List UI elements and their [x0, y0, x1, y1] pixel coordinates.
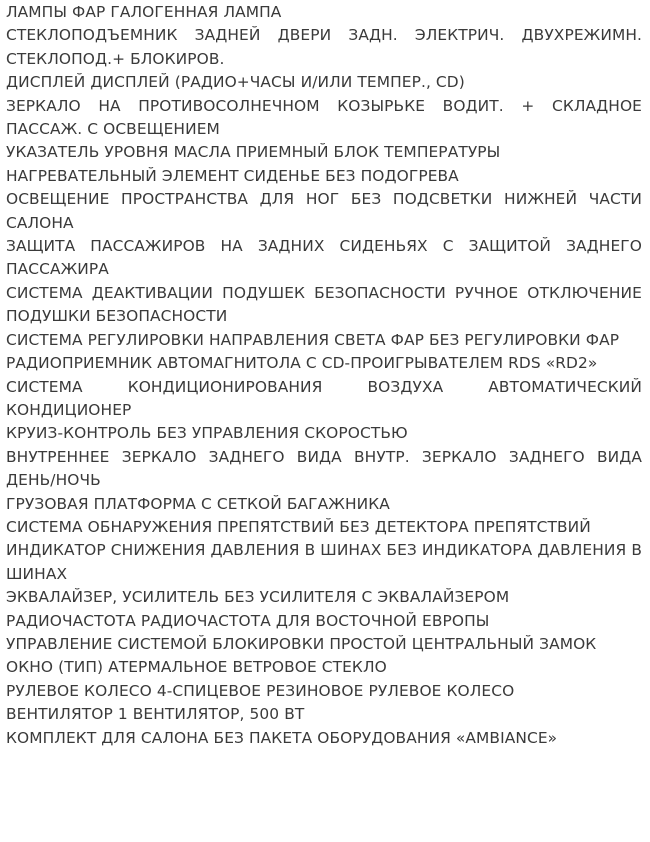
spec-item-tyre-pressure-indicator: ИНДИКАТОР СНИЖЕНИЯ ДАВЛЕНИЯ В ШИНАХ БЕЗ ИНДИКАТОРА ДАВЛЕНИЯ В ШИНАХ — [6, 541, 642, 583]
spec-item-interior-pack: КОМПЛЕКТ ДЛЯ САЛОНА БЕЗ ПАКЕТА ОБОРУДОВАНИЯ «AMBIANCE» — [6, 728, 558, 747]
spec-item-steering-wheel: РУЛЕВОЕ КОЛЕСО 4-СПИЦЕВОЕ РЕЗИНОВОЕ РУЛЕВОЕ КОЛЕСО — [6, 681, 515, 700]
spec-item-footwell-lighting: ОСВЕЩЕНИЕ ПРОСТРАНСТВА ДЛЯ НОГ БЕЗ ПОДСВЕТКИ НИЖНЕЙ ЧАСТИ САЛОНА — [6, 190, 642, 232]
spec-item-interior-mirror: ВНУТРЕННЕЕ ЗЕРКАЛО ЗАДНЕГО ВИДА ВНУТР. ЗЕРКАЛО ЗАДНЕГО ВИДА ДЕНЬ/НОЧЬ — [6, 447, 642, 490]
spec-item-cargo-platform: ГРУЗОВАЯ ПЛАТФОРМА С СЕТКОЙ БАГАЖНИКА — [6, 494, 390, 513]
spec-item-obstacle-detection: СИСТЕМА ОБНАРУЖЕНИЯ ПРЕПЯТСТВИЙ БЕЗ ДЕТЕКТОРА ПРЕПЯТСТВИЙ — [6, 517, 591, 536]
spec-item-radio-frequency: РАДИОЧАСТОТА РАДИОЧАСТОТА ДЛЯ ВОСТОЧНОЙ ЕВРОПЫ — [6, 611, 490, 630]
spec-item-seat-heating: НАГРЕВАТЕЛЬНЫЙ ЭЛЕМЕНТ СИДЕНЬЕ БЕЗ ПОДОГРЕВА — [6, 166, 459, 185]
spec-item-display: ДИСПЛЕЙ ДИСПЛЕЙ (РАДИО+ЧАСЫ И/ИЛИ ТЕМПЕР., CD) — [6, 73, 465, 92]
spec-item-air-conditioning: СИСТЕМА КОНДИЦИОНИРОВАНИЯ ВОЗДУХА АВТОМАТИЧЕСКИЙ КОНДИЦИОНЕР — [6, 377, 642, 419]
spec-item-sun-visor-mirror: ЗЕРКАЛО НА ПРОТИВОСОЛНЕЧНОМ КОЗЫРЬКЕ ВОДИТ. + СКЛАДНОЕ ПАССАЖ. С ОСВЕЩЕНИЕМ — [6, 96, 642, 139]
spec-item-cruise-control: КРУИЗ-КОНТРОЛЬ БЕЗ УПРАВЛЕНИЯ СКОРОСТЬЮ — [6, 424, 408, 443]
equipment-spec-list — [6, 0, 642, 750]
spec-item-airbag-deactivation: СИСТЕМА ДЕАКТИВАЦИИ ПОДУШЕК БЕЗОПАСНОСТИ РУЧНОЕ ОТКЛЮЧЕНИЕ ПОДУШКИ БЕЗОПАСНОСТИ — [6, 283, 642, 326]
spec-item-window-type: ОКНО (ТИП) АТЕРМАЛЬНОЕ ВЕТРОВОЕ СТЕКЛО — [6, 658, 387, 677]
spec-item-headlamps: ЛАМПЫ ФАР ГАЛОГЕННАЯ ЛАМПА — [6, 3, 282, 21]
spec-item-central-locking: УПРАВЛЕНИЕ СИСТЕМОЙ БЛОКИРОВКИ ПРОСТОЙ ЦЕНТРАЛЬНЫЙ ЗАМОК — [6, 634, 597, 653]
spec-item-oil-level-indicator: УКАЗАТЕЛЬ УРОВНЯ МАСЛА ПРИЕМНЫЙ БЛОК ТЕМПЕРАТУРЫ — [6, 143, 501, 162]
spec-item-fan: ВЕНТИЛЯТОР 1 ВЕНТИЛЯТОР, 500 ВТ — [6, 705, 305, 724]
spec-item-radio: РАДИОПРИЕМНИК АВТОМАГНИТОЛА С CD-ПРОИГРЫВАТЕЛЕМ RDS «RD2» — [6, 354, 598, 373]
spec-item-rear-window-lifter: СТЕКЛОПОДЪЕМНИК ЗАДНЕЙ ДВЕРИ ЗАДН. ЭЛЕКТРИЧ. ДВУХРЕЖИМН. СТЕКЛОПОД.+ БЛОКИРОВ. — [6, 26, 642, 68]
spec-item-headlight-leveling: СИСТЕМА РЕГУЛИРОВКИ НАПРАВЛЕНИЯ СВЕТА ФАР БЕЗ РЕГУЛИРОВКИ ФАР — [6, 330, 620, 349]
spec-item-equalizer-amplifier: ЭКВАЛАЙЗЕР, УСИЛИТЕЛЬ БЕЗ УСИЛИТЕЛЯ С ЭКВАЛАЙЗЕРОМ — [6, 588, 510, 607]
spec-item-rear-passenger-protection: ЗАЩИТА ПАССАЖИРОВ НА ЗАДНИХ СИДЕНЬЯХ С ЗАЩИТОЙ ЗАДНЕГО ПАССАЖИРА — [6, 237, 642, 279]
